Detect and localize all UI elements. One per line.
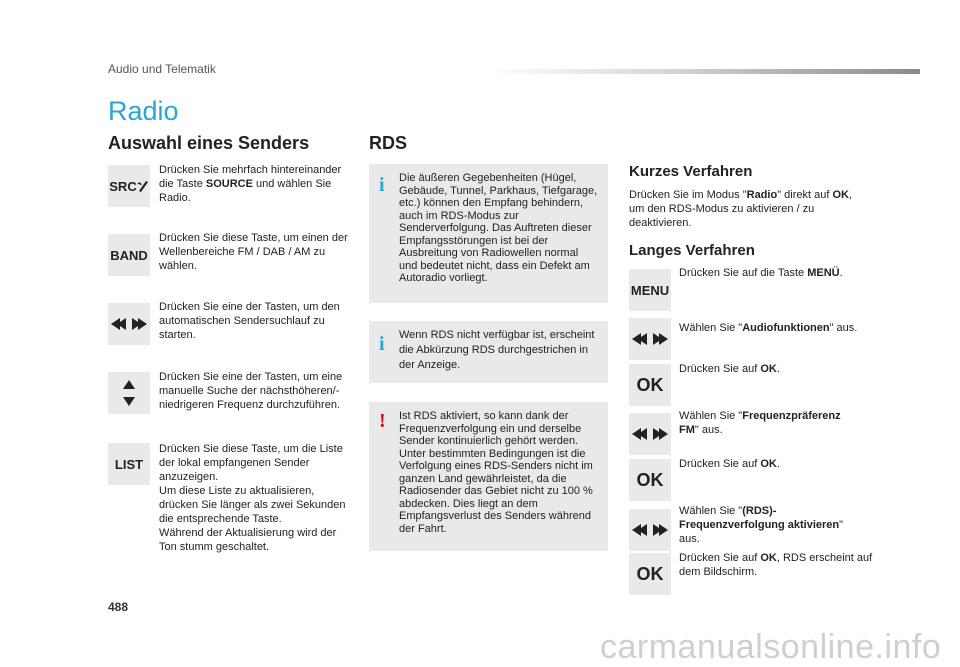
- ok-key: OK: [629, 553, 671, 595]
- note-text: Die äußeren Gegebenheiten (Hügel, Gebäude, Tunnel, Parkhaus, Tiefgarage, etc.) können den Empfang behindern, auch im RDS-Modus zur Senderverfolgung. Das Auftreten dieser Empfangsstörungen ist bei der Ausbreitung von Radiowellen normal und bedeutet nicht, dass ein Defekt am Autoradio vorliegt.: [399, 172, 598, 284]
- seek-left-right-icon: [632, 524, 668, 536]
- step-text: Drücken Sie auf OK.: [679, 363, 780, 375]
- left-item-text: Drücken Sie diese Taste, um einen der Wellenbereiche FM / DAB / AM zu wählen.: [159, 232, 348, 272]
- seek-left-right-icon: [632, 428, 668, 440]
- step-text: Drücken Sie auf OK.: [679, 458, 780, 470]
- seek-left-right-icon: [111, 318, 147, 330]
- menu-key: MENU: [629, 269, 671, 311]
- info-note: [369, 321, 608, 383]
- left-item-text: Drücken Sie eine der Tasten, um eine manuelle Suche der nächsthöheren/-niedrigeren Frequenz durchzuführen.: [159, 371, 343, 411]
- note-text: Wenn RDS nicht verfügbar ist, erscheint die Abkürzung RDS durchgestrichen in der Anzeige.: [399, 329, 595, 371]
- arrow-up-down-icon: [123, 380, 135, 406]
- warning-icon: !: [379, 410, 386, 432]
- step-text: Drücken Sie auf die Taste MENÜ.: [679, 267, 843, 279]
- step-text: Wählen Sie "(RDS)-Frequenzverfolgung aktivieren" aus.: [679, 505, 844, 545]
- seek-key: [629, 509, 671, 551]
- seek-key: [108, 303, 150, 345]
- step-text: Wählen Sie "Audiofunktionen" aus.: [679, 322, 858, 334]
- band-key: BAND: [108, 234, 150, 276]
- note-text: Ist RDS aktiviert, so kann dank der Frequenzverfolgung ein und derselbe Sender kontinuierlich gehört werden. Unter bestimmten Bedingungen ist die Verfolgung eines RDS-Senders nicht im ganzen Land gewährleistet, da die Radiosender das Gebiet nicht zu 100 % abdecken. Dies liegt an dem Empfangsverlust des Senders während der Fahrt.: [399, 410, 593, 535]
- step-text: Drücken Sie auf OK, RDS erscheint auf dem Bildschirm.: [679, 552, 873, 578]
- warning-note: [369, 402, 608, 551]
- info-note: [369, 164, 608, 303]
- watermark: carmanualsonline.info: [600, 628, 942, 666]
- page-number: 488: [108, 600, 129, 614]
- info-icon: i: [379, 333, 385, 355]
- updown-key: [108, 372, 150, 414]
- step-text: Wählen Sie "Frequenzpräferenz FM" aus.: [679, 410, 841, 436]
- left-item-text: Drücken Sie mehrfach hintereinander die Taste SOURCE und wählen Sie Radio.: [159, 164, 342, 204]
- section-header: Audio und Telematik: [108, 62, 216, 76]
- page-title: Radio: [108, 96, 179, 126]
- info-icon: i: [379, 174, 385, 196]
- seek-left-right-icon: [632, 333, 668, 345]
- left-heading: Auswahl eines Senders: [108, 133, 310, 153]
- source-phone-icon: [137, 179, 149, 193]
- src-key: [108, 165, 150, 207]
- header-bar: [488, 69, 920, 74]
- short-heading: Kurzes Verfahren: [629, 163, 753, 180]
- ok-key: OK: [629, 459, 671, 501]
- short-text: Drücken Sie im Modus "Radio" direkt auf OK, um den RDS-Modus zu aktivieren / zu deaktivieren.: [629, 189, 853, 229]
- list-key: LIST: [108, 443, 150, 485]
- rds-heading: RDS: [369, 133, 408, 153]
- seek-key: [629, 413, 671, 455]
- long-heading: Langes Verfahren: [629, 242, 755, 259]
- ok-key: OK: [629, 364, 671, 406]
- left-item-text: Drücken Sie eine der Tasten, um den automatischen Sendersuchlauf zu starten.: [159, 301, 340, 341]
- src-key-label: SRC: [109, 178, 137, 194]
- seek-key: [629, 318, 671, 360]
- left-item-text: Drücken Sie diese Taste, um die Liste der lokal empfangenen Sender anzuzeigen. Um diese Liste zu aktualisieren, drücken Sie länger als zwei Sekunden die entsprechende Taste. Während der Aktualisierung wird der Ton stumm geschaltet.: [159, 443, 346, 553]
